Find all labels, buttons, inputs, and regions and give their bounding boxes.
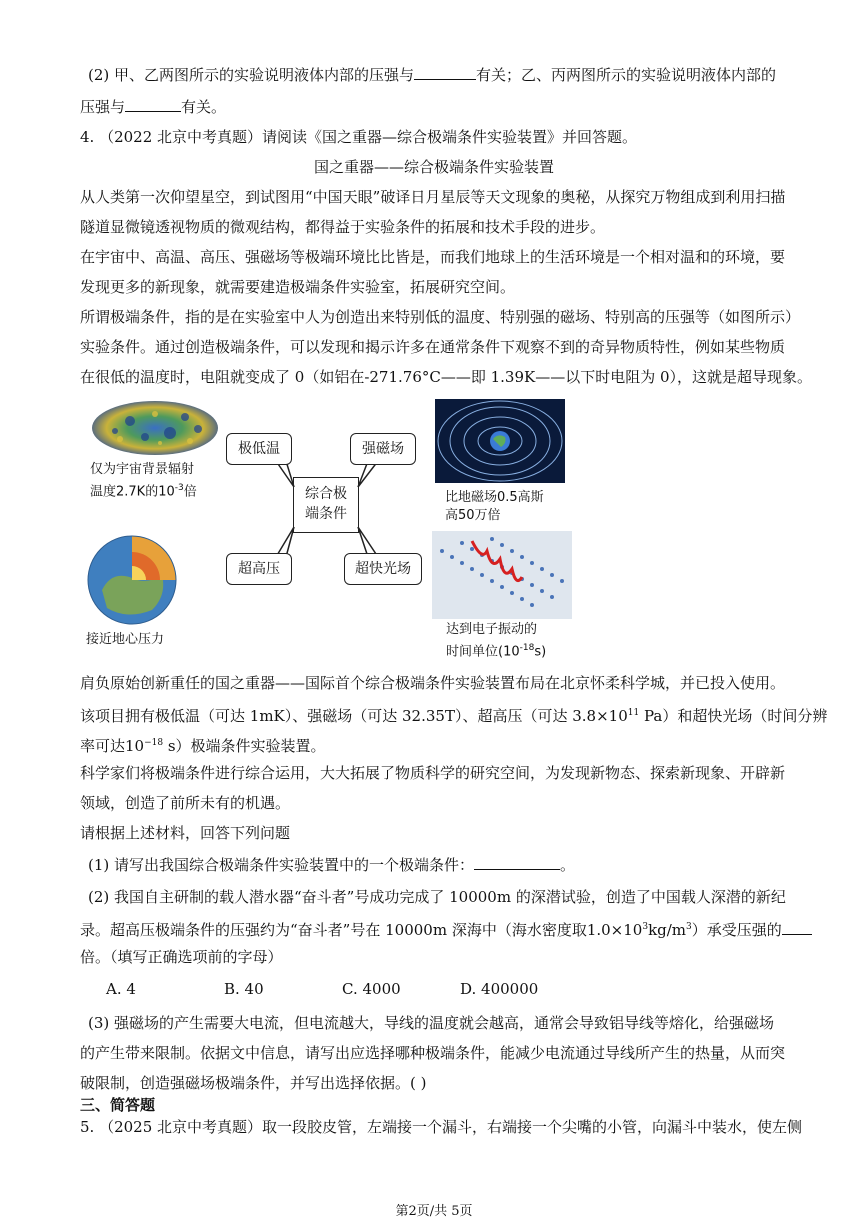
text: (2) 甲、乙两图所示的实验说明液体内部的压强与 xyxy=(88,66,415,84)
magnetic-caption-line1: 比地磁场0.5高斯 xyxy=(445,490,544,505)
paragraph-line: 所谓极端条件，指的是在实验室中人为创造出来特别低的温度、特别强的磁场、特别高的压强等（如图所示） xyxy=(80,308,801,326)
answer-blank[interactable] xyxy=(782,919,812,935)
paragraph-line: 隧道显微镜透视物质的微观结构，都得益于实验条件的拓展和技术手段的进步。 xyxy=(80,218,606,236)
paragraph-line: 实验条件。通过创造极端条件，可以发现和揭示许多在通常条件下观察不到的奇异物质特性，例如某些物质 xyxy=(80,338,786,356)
exponent: 3 xyxy=(642,922,649,932)
option-a[interactable]: A. 4 xyxy=(106,980,136,998)
sub-question-3-line3: 破限制，创造强磁场极端条件，并写出选择依据。( ) xyxy=(80,1074,427,1092)
section-heading: 三、简答题 xyxy=(80,1096,156,1114)
bubble-ultrafast-light: 超快光场 xyxy=(344,553,422,585)
answer-blank[interactable] xyxy=(125,96,181,112)
options-row xyxy=(106,978,578,1000)
paragraph-line: 科学家们将极端条件进行综合运用，大大拓展了物质科学的研究空间，为发现新物态、探索新现象、开辟新 xyxy=(80,764,786,782)
paragraph-line: 发现更多的新现象，就需要建造极端条件实验室，拓展研究空间。 xyxy=(80,278,516,296)
exponent: -3 xyxy=(174,483,184,493)
sub-question-3-line2: 的产生带来限制。依据文中信息，请写出应选择哪种极端条件，能减少电流通过导线所产生的热量，从而突 xyxy=(80,1044,786,1062)
sub-question-2-line3: 倍。（填写正确选项前的字母） xyxy=(80,948,283,966)
sub-question-2-line1: (2) 我国自主研制的载人潜水器“奋斗者”号成功完成了 10000m 的深潜试验，创造了中国载人深潜的新纪 xyxy=(88,888,786,906)
text: 录。超高压极端条件的压强约为“奋斗者”号在 10000m 深海中（海水密度取1.0×10 xyxy=(80,921,643,939)
earth-caption: 接近地心压力 xyxy=(86,632,165,647)
text: 倍 xyxy=(183,484,197,500)
text: 有关。 xyxy=(181,98,227,116)
exponent: 11 xyxy=(627,708,640,718)
paragraph-line: 领域，创造了前所未有的机遇。 xyxy=(80,794,291,812)
paragraph-line xyxy=(80,732,326,757)
text: (1) 请写出我国综合极端条件实验装置中的一个极端条件： xyxy=(88,856,475,874)
ultrafast-light-image xyxy=(432,531,572,619)
light-caption-line1: 达到电子振动的 xyxy=(446,622,538,637)
sub-question-1 xyxy=(88,854,575,876)
text: Pa）和超快光场（时间分辨 xyxy=(639,707,828,725)
light-caption-line2 xyxy=(446,639,546,661)
bubble-strong-magnetic: 强磁场 xyxy=(350,433,416,465)
center-line1: 综合极 xyxy=(305,486,347,502)
paragraph-line: 在很低的温度时，电阻就变成了 0（如铝在-271.76°C——即 1.39K——以下时电阻为 0），这就是超导现象。 xyxy=(80,368,813,386)
text: s）极端条件实验装置。 xyxy=(163,737,326,755)
text: 压强与 xyxy=(80,98,126,116)
center-line2: 端条件 xyxy=(305,506,347,522)
text: 率可达10 xyxy=(80,737,145,755)
q4-intro: 4. （2022 北京中考真题）请阅读《国之重器—综合极端条件实验装置》并回答题。 xyxy=(80,128,638,146)
bubble-high-pressure: 超高压 xyxy=(226,553,292,585)
extreme-conditions-diagram xyxy=(80,395,580,665)
text: 有关；乙、丙两图所示的实验说明液体内部的 xyxy=(476,66,777,84)
prompt-line: 请根据上述材料，回答下列问题 xyxy=(80,824,291,842)
q5-line1: 5. （2025 北京中考真题）取一段胶皮管，左端接一个漏斗，右端接一个尖嘴的小管，向漏斗中装水，使左侧 xyxy=(80,1118,803,1136)
answer-blank[interactable] xyxy=(474,854,560,870)
sub-question-3-line1: (3) 强磁场的产生需要大电流，但电流越大，导线的温度就会越高，通常会导致铝导线等熔化，给强磁场 xyxy=(88,1014,775,1032)
sub-question-2-line2 xyxy=(80,916,812,941)
text: 温度2.7K的10 xyxy=(90,484,175,500)
answer-blank[interactable] xyxy=(414,64,476,80)
cmb-caption-line1: 仅为宇宙背景辐射 xyxy=(90,462,195,477)
magnetic-field-image xyxy=(435,399,565,483)
option-c[interactable]: C. 4000 xyxy=(342,980,401,998)
magnetic-caption-line2: 高50万倍 xyxy=(445,508,501,523)
paragraph-line xyxy=(80,702,827,727)
q3-part2-line1 xyxy=(88,64,776,86)
exponent: -18 xyxy=(519,643,535,653)
text: 。 xyxy=(560,856,576,874)
option-d[interactable]: D. 400000 xyxy=(460,980,539,998)
page-footer: 第2页/共 5页 xyxy=(395,1204,473,1219)
option-b[interactable]: B. 40 xyxy=(224,980,264,998)
text: 时间单位(10 xyxy=(446,644,520,660)
text: kg/m xyxy=(648,921,687,939)
text: 该项目拥有极低温（可达 1mK）、强磁场（可达 32.35T）、超高压（可达 3.8×10 xyxy=(80,707,628,725)
bubble-low-temp: 极低温 xyxy=(226,433,292,465)
exponent: −18 xyxy=(144,738,164,748)
text: ）承受压强的 xyxy=(691,921,782,939)
article-title: 国之重器——综合极端条件实验装置 xyxy=(313,158,554,176)
exponent: 3 xyxy=(686,922,692,932)
q3-part2-line2 xyxy=(80,96,226,118)
paragraph-line: 在宇宙中、高温、高压、强磁场等极端环境比比皆是，而我们地球上的生活环境是一个相对温和的环境，要 xyxy=(80,248,786,266)
paragraph-line: 从人类第一次仰望星空，到试图用“中国天眼”破译日月星辰等天文现象的奥秘，从探究万物组成到利用扫描 xyxy=(80,188,786,206)
paragraph-line: 肩负原始创新重任的国之重器——国际首个综合极端条件实验装置布局在北京怀柔科学城，并已投入使用。 xyxy=(80,674,786,692)
text: s) xyxy=(534,644,547,660)
